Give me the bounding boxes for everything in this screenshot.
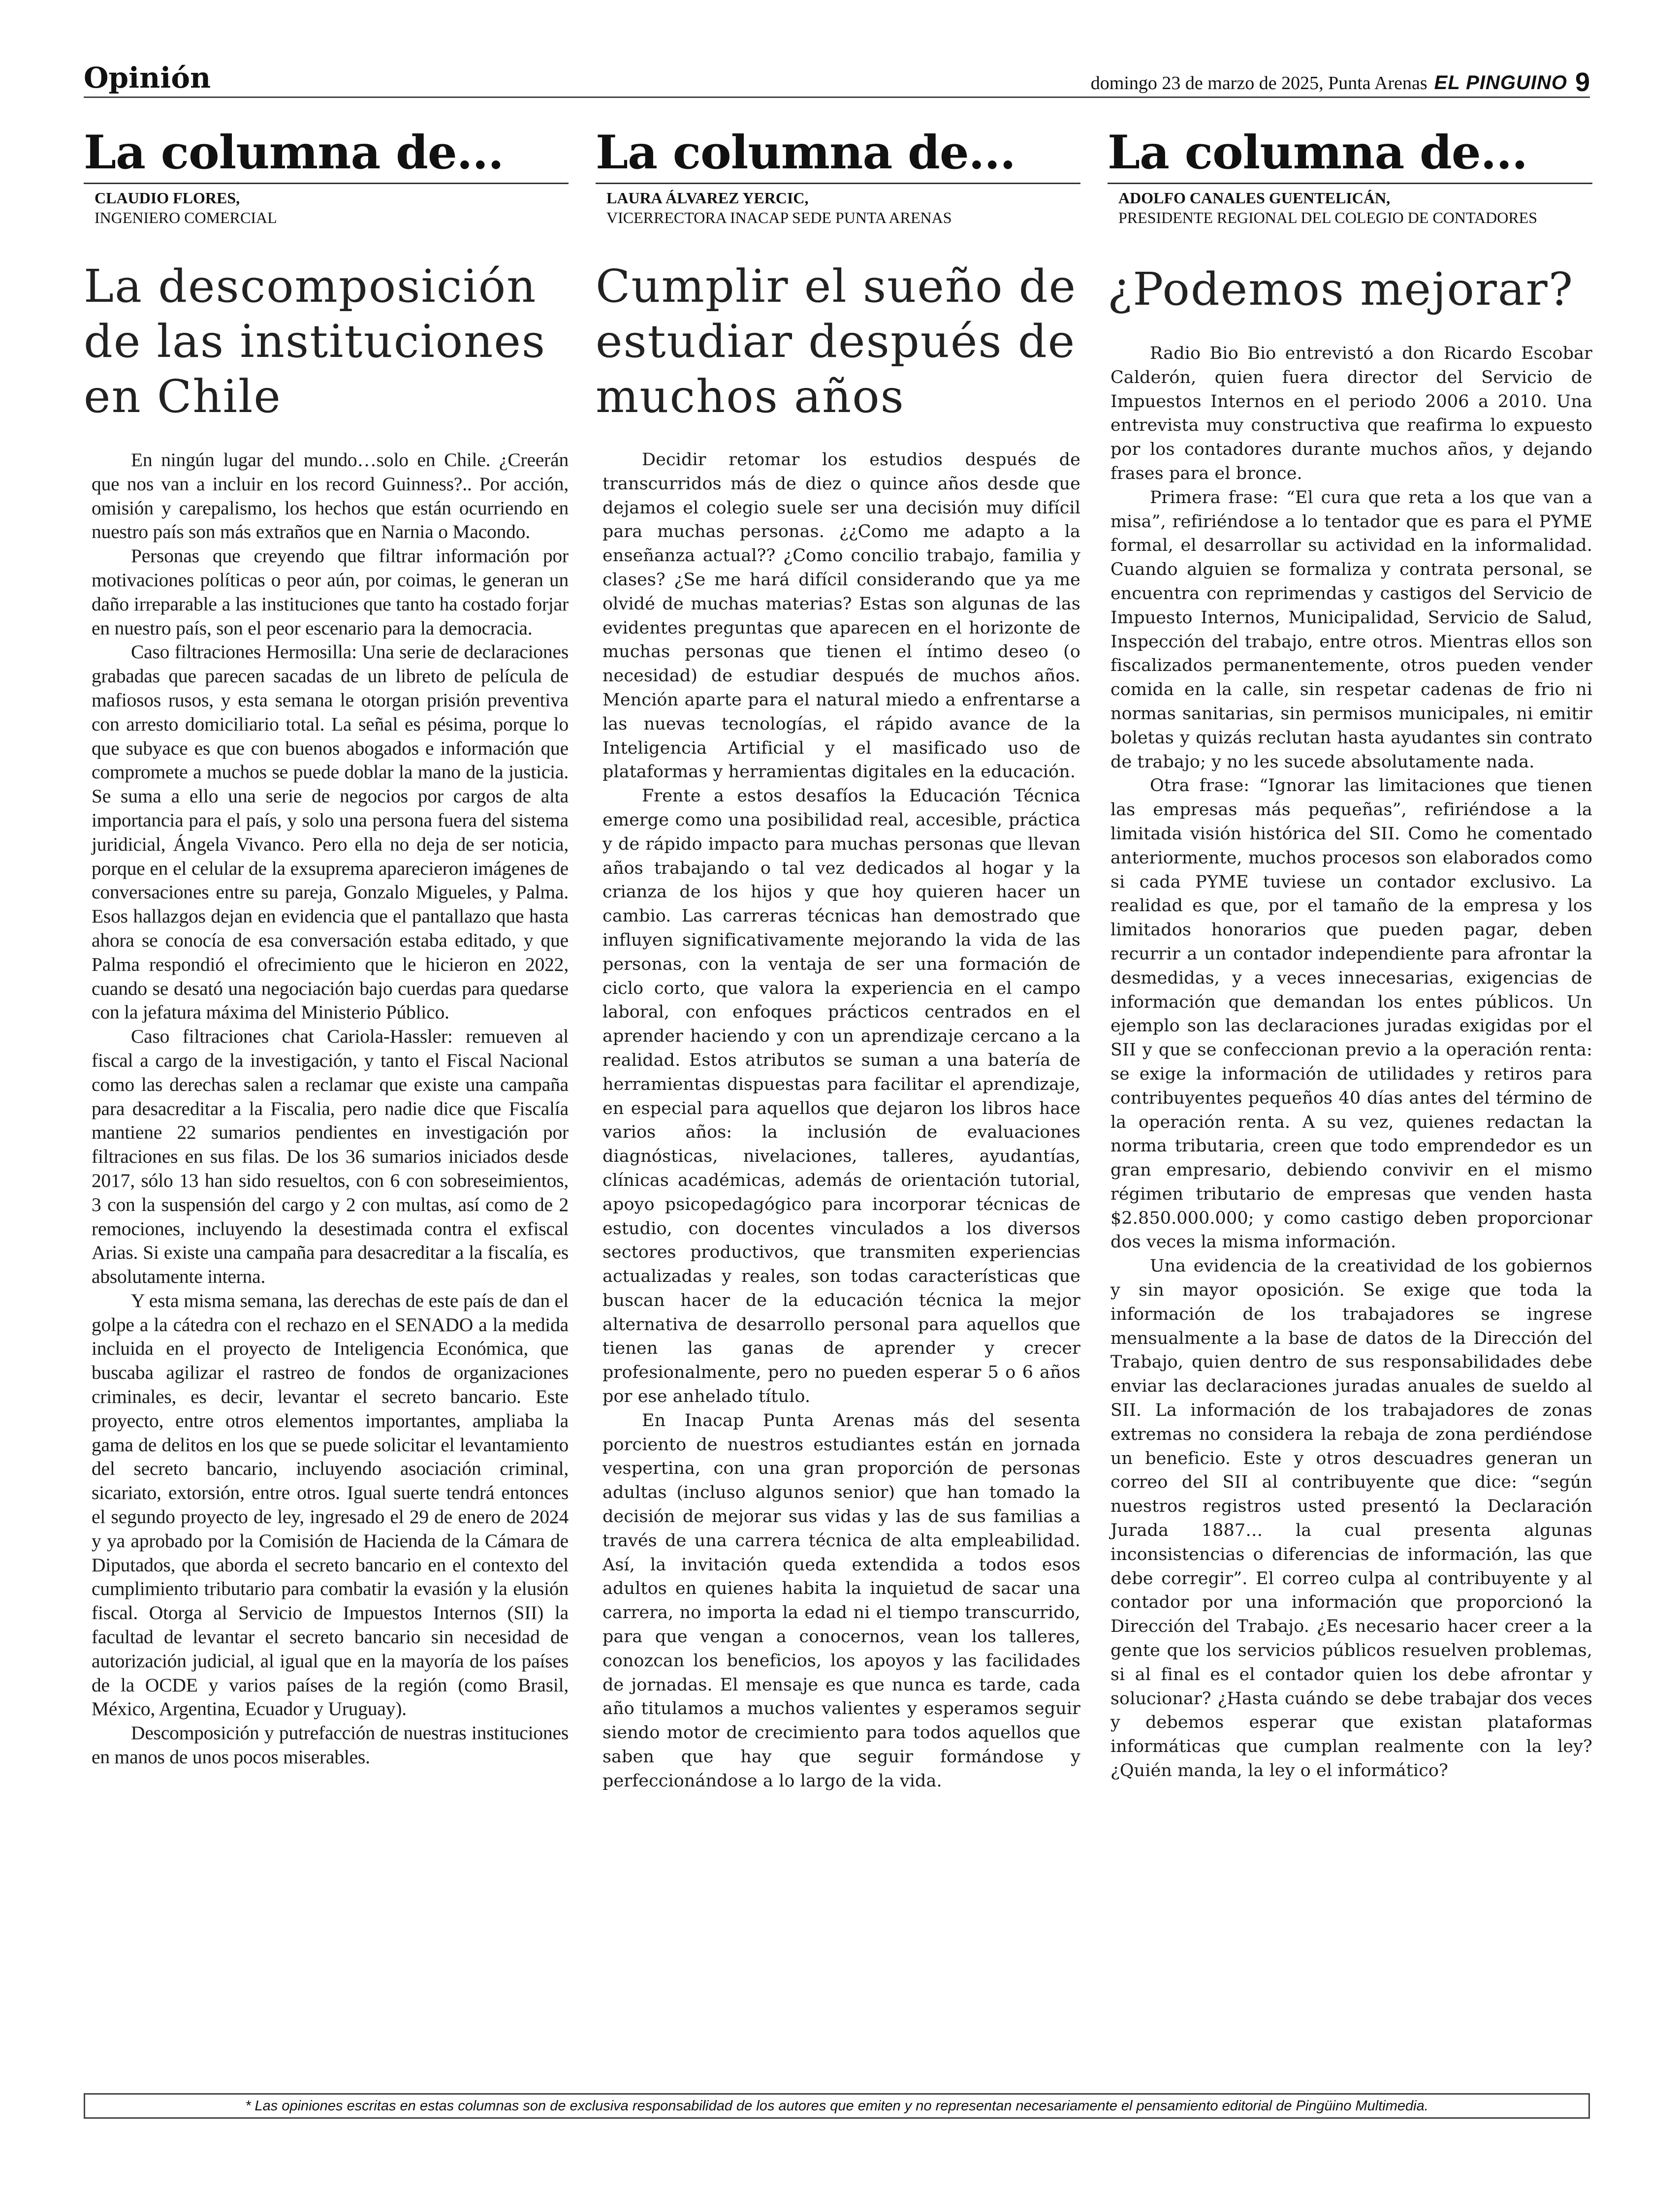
dateline (1091, 67, 1590, 97)
column-kicker: La columna de... (84, 126, 504, 180)
column-headline: ¿Podemos mejorar? (1108, 263, 1574, 316)
opinion-column-3 (1108, 126, 1592, 1783)
body-paragraph: Una evidencia de la creatividad de los gobiernos y sin mayor oposición. Se exige que toda la información de los trabajadores se ingrese mensualmente a la base de datos de la Dirección del Trabajo, quien dentro de sus responsabilidades debe enviar las declaraciones juradas anuales de sueldo al SII. La información de los trabajadores de zonas extremas no considera la rebaja de zona perdiéndose un beneficio. Este y otros descuadres generan un correo del SII al contribuyente que dice: “según nuestros registros usted presentó la Declaración Jurada 1887… la cual presenta algunas inconsistencias o diferencias de información, las que debe corregir”. El correo culpa al contribuyente y al contador por una información que proporcionó la Dirección del Trabajo. ¿Es necesario hacer creer a la gente que los servicios públicos resuelven problemas, si al final es el contador quien los debe afrontar y solucionar? ¿Hasta cuándo se debe trabajar dos veces y debemos esperar que existan plataformas informáticas que cumplan realmente con la ley? ¿Quién manda, la ley o el informático? (1110, 1256, 1592, 1781)
author-name: CLAUDIO FLORES, (95, 189, 240, 207)
newspaper-logo: EL PINGUINO (1434, 72, 1567, 94)
body-paragraph: Personas que creyendo que filtrar información por motivaciones políticas o peor aún, por coimas, le generan un daño irreparable a las instituciones que tanto ha costado forjar en nuestro país, son el peor escenario para la democracia. (92, 545, 569, 639)
body-paragraph: Descomposición y putrefacción de nuestras instituciones en manos de unos pocos miserables. (92, 1722, 569, 1768)
header-rule (84, 96, 1590, 98)
column-headline: Cumplir el sueño de estudiar después de muchos años (596, 260, 1077, 423)
column-body (1110, 342, 1592, 1783)
column-body (602, 448, 1080, 1793)
body-paragraph: En ningún lugar del mundo…solo en Chile. ¿Creerán que nos van a incluir en los record Guinness?.. Por acción, omisión y carepalismo, los hechos que están ocurriendo en nuestro país son más extraños que en Narnia o Macondo. (92, 449, 569, 543)
author-role: INGENIERO COMERCIAL (95, 209, 277, 226)
editorial-disclaimer: * Las opiniones escritas en estas columnas son de exclusiva responsabilidad de los autores que emiten y no representan necesariamente el pensamiento editorial de Pingüino Multimedia. (84, 2093, 1590, 2119)
kicker-rule (596, 183, 1080, 184)
body-paragraph: Primera frase: “El cura que reta a los que van a misa”, refiriéndose a lo tentador que es para el PYME formal, el desarrollar su actividad en la informalidad. Cuando alguien se formaliza y contrata personal, se encuentra con reprimendas y castigos del Servicio de Impuesto Internos, Municipalidad, Servicio de Salud, Inspección del trabajo, entre otros. Mientras ellos son fiscalizados permanentemente, otros pueden vender comida en la calle, sin respetar cadenas de frio ni normas sanitarias, sin permisos municipales, ni emitir boletas y quizás reclutan hasta ayudantes sin contrato de trabajo; y no les sucede absolutamente nada. (1110, 487, 1592, 772)
body-paragraph: Decidir retomar los estudios después de transcurridos más de diez o quince años desde que dejamos el colegio suele ser una decisión muy difícil para muchas personas. ¿¿Como me adapto a la enseñanza actual?? ¿Como concilio trabajo, familia y clases? ¿Se me hará difícil considerando que ya me olvidé de muchas materias? Estas son algunas de las evidentes preguntas que aparecen en el horizonte de muchas personas que tienen el íntimo deseo (o necesidad) de estudiar después de muchos años. Mención aparte para el natural miedo a enfrentarse a las nuevas tecnologías, el rápido avance de la Inteligencia Artificial y el masificado uso de plataformas y herramientas digitales en la educación. (602, 450, 1080, 782)
kicker-rule (1108, 183, 1592, 184)
opinion-column-2 (596, 126, 1080, 1793)
author-name: LAURA ÁLVAREZ YERCIC, (606, 189, 809, 207)
column-kicker: La columna de... (596, 126, 1015, 180)
page-header (84, 59, 1590, 98)
body-paragraph: Y esta misma semana, las derechas de este país de dan el golpe a la cátedra con el rechazo en el SENADO a la medida incluida en el proyecto de Inteligencia Económica, que buscaba agilizar el rastreo de fondos de organizaciones criminales, es decir, levantar el secreto bancario. Este proyecto, entre otros elementos importantes, ampliaba la gama de delitos en los que se puede solicitar el levantamiento del secreto bancario, incluyendo asociación criminal, sicariato, extorsión, entre otros. Igual suerte tendrá entonces el segundo proyecto de ley, ingresado el 29 de enero de 2024 y ya aprobado por la Comisión de Hacienda de la Cámara de Diputados, que aborda el secreto bancario en el contexto del cumplimiento tributario para combatir la evasión y la elusión fiscal. Otorga al Servicio de Impuestos Internos (SII) la facultad de levantar el secreto bancario sin necesidad de autorización judicial, al igual que en la mayoría de los países de la OCDE y varios países de la región (como Brasil, México, Argentina, Ecuador y Uruguay). (92, 1289, 569, 1720)
column-kicker: La columna de... (1108, 126, 1527, 180)
author-role: VICERRECTORA INACAP SEDE PUNTA ARENAS (606, 209, 952, 226)
body-paragraph: Caso filtraciones chat Cariola-Hassler: remueven al fiscal a cargo de la investigación, y tanto el Fiscal Nacional como las derechas salen a reclamar que existe una campaña para desacreditar a la Fiscalia, pero nadie dice que Fiscalía mantiene 22 sumarios pendientes en investigación por filtraciones en sus filas. De los 36 sumarios iniciados desde 2017, sólo 13 han sido resueltos, con 6 con sobreseimientos, 3 con la suspensión del cargo y 2 con multas, así como de 2 remociones, incluyendo la desestimada contra el exfiscal Arias. Si existe una campaña para desacreditar a la fiscalía, es absolutamente interna. (92, 1025, 569, 1288)
column-body (92, 448, 569, 1769)
body-paragraph: En Inacap Punta Arenas más del sesenta porciento de nuestros estudiantes están en jornada vespertina, con una gran proporción de personas adultas (incluso algunos senior) que han tomado la decisión de mejorar sus vidas y las de sus familias a través de una carrera técnica de alta empleabilidad. Así, la invitación queda extendida a todos esos adultos en quienes habita la inquietud de sacar una carrera, no importa la edad ni el tiempo transcurrido, para que vengan a conocernos, vean los talleres, conozcan los beneficios, los apoyos y las facilidades de jornadas. El mensaje es que nunca es tarde, cada año titulamos a muchos valientes y esperamos seguir siendo motor de crecimiento para todos aquellos que saben que hay que seguir formándose y perfeccionándose a lo largo de la vida. (602, 1410, 1080, 1791)
author-name: ADOLFO CANALES GUENTELICÁN, (1118, 189, 1391, 207)
body-paragraph: Radio Bio Bio entrevistó a don Ricardo Escobar Calderón, quien fuera director del Servicio de Impuestos Internos en el periodo 2006 a 2010. Una entrevista muy constructiva que reafirma lo expuesto por los contadores durante muchos años, y dejando frases para el bronce. (1110, 344, 1592, 483)
opinion-column-1 (84, 126, 569, 1769)
body-paragraph: Frente a estos desafíos la Educación Técnica emerge como una posibilidad real, accesible, práctica y de rápido impacto para muchas personas que llevan años trabajando o tal vez dedicados al hogar y la crianza de los hijos y que hoy quieren hacer un cambio. Las carreras técnicas han demostrado que influyen significativamente mejorando la vida de las personas, con la ventaja de ser una formación de ciclo corto, que valora la experiencia en el campo laboral, con enfoques prácticos centrados en el aprender haciendo y con un aprendizaje cercano a la realidad. Estos atributos se suman a una batería de herramientas dispuestas para facilitar el aprendizaje, en especial para aquellos que dejaron los libros hace varios años: la inclusión de evaluaciones diagnósticas, nivelaciones, talleres, ayudantías, clínicas académicas, además de orientación tutorial, apoyo psicopedagógico para incorporar técnicas de estudio, con docentes vinculados a los diversos sectores productivos, que transmiten experiencias actualizadas y reales, son todas características que buscan hacer de la educación técnica la mejor alternativa de desarrollo personal para aquellos que tienen las ganas de aprender y crecer profesionalmente, pero no pueden esperar 5 o 6 años por ese anhelado título. (602, 786, 1080, 1407)
page-number: 9 (1575, 67, 1590, 97)
column-headline: La descomposición de las instituciones en Chile (84, 260, 546, 423)
author-role: PRESIDENTE REGIONAL DEL COLEGIO DE CONTADORES (1118, 209, 1537, 226)
date-location: domingo 23 de marzo de 2025, Punta Arenas (1090, 73, 1427, 94)
body-paragraph: Caso filtraciones Hermosilla: Una serie de declaraciones grabadas que parecen sacadas de un libreto de película de mafiosos rusos, y esta semana le otorgan prisión preventiva con arresto domiciliario total. La señal es pésima, porque lo que subyace es que con buenos abogados e información que compromete a muchos se puede doblar la mano de la justicia. Se suma a ello una serie de negocios por cargos de alta importancia para el país, y solo una persona fuera del sistema juridicial, Ángela Vivanco. Pero ella no deja de ser noticia, porque en el celular de la exsuprema aparecieron imágenes de conversaciones entre su pareja, Gonzalo Migueles, y Palma. Esos hallazgos dejan en evidencia que el pantallazo que hasta ahora se conocía de esa conversación estaba editado, y que Palma respondió el ofrecimiento que le hicieron en 2022, cuando se desató una negociación bajo cuerdas para quedarse con la jefatura máxima del Ministerio Público. (92, 641, 569, 1023)
body-paragraph: Otra frase: “Ignorar las limitaciones que tienen las empresas más pequeñas”, refiriéndose a la limitada visión histórica del SII. Como he comentado anteriormente, muchos procesos son elaborados como si cada PYME tuviese un contador exclusivo. La realidad es que, por el tamaño de la empresa y los limitados honorarios que pueden pagar, deben recurrir a un contador independiente para afrontar la desmedidas, y a veces innecesarias, exigencias de información que demandan los entes públicos. Un ejemplo son las declaraciones juradas exigidas por el SII y que se confeccionan previo a la operación renta: se exige la información de utilidades y retiros para contribuyentes pequeños 40 días antes del término de la operación renta. A su vez, quienes redactan la norma tributaria, creen que todo emprendedor es un gran empresario, debiendo convivir en el mismo régimen tributario de empresas que venden hasta $2.850.000.000; y como castigo deben proporcionar dos veces la misma información. (1110, 776, 1592, 1252)
section-title: Opinión (84, 61, 211, 95)
kicker-rule (84, 183, 569, 184)
